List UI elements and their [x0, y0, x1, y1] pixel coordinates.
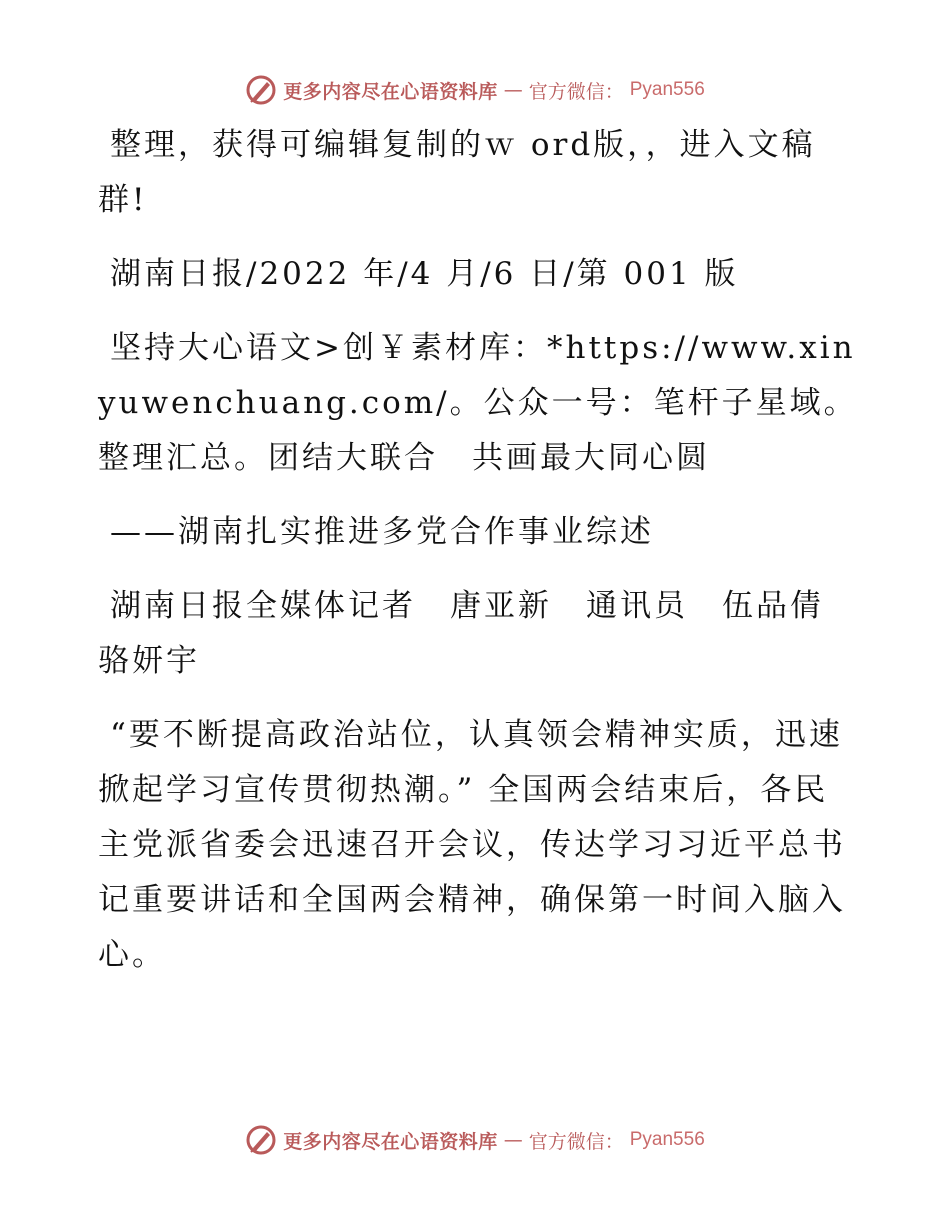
- paragraph-source: 湖南日报/2022 年/4 月/6 日/第 001 版: [110, 256, 739, 292]
- paragraph-material-library: 坚持大心语文>创￥素材库：*https://www.xinyuwenchuang.com/。公众一号：笔杆子星域。整理汇总。团结大联合 共画最大同心圆: [98, 330, 858, 476]
- header-banner-dash: —: [503, 79, 523, 101]
- footer-banner: [0, 1120, 950, 1160]
- writing-quill-logo-icon: [245, 74, 277, 106]
- footer-banner-dash: —: [503, 1129, 523, 1151]
- header-banner-wechat-label: 官方微信：: [528, 80, 624, 103]
- footer-banner-title: 更多内容尽在心语资料库: [283, 1130, 498, 1153]
- document-body: [98, 118, 858, 1002]
- footer-banner-inner: [245, 1124, 705, 1156]
- header-banner-inner: [245, 74, 705, 106]
- footer-banner-wechat-label: 官方微信：: [528, 1130, 624, 1153]
- header-banner: [0, 70, 950, 110]
- header-banner-wechat-id: Pyan556: [629, 79, 705, 100]
- header-banner-title: 更多内容尽在心语资料库: [283, 80, 498, 103]
- paragraph-subtitle: ——湖南扎实推进多党合作事业综述: [110, 514, 654, 550]
- footer-banner-wechat-id: Pyan556: [629, 1129, 705, 1150]
- writing-quill-logo-icon: [245, 1124, 277, 1156]
- paragraph-intro: 整理，获得可编辑复制的ｗ ord版，，进入文稿群!: [98, 127, 816, 218]
- paragraph-body: “要不断提高政治站位，认真领会精神实质，迅速掀起学习宣传贯彻热潮。” 全国两会结束后，各民主党派省委会迅速召开会议，传达学习习近平总书记重要讲话和全国两会精神，确保第一时间入脑入心。: [98, 717, 846, 973]
- paragraph-byline: 湖南日报全媒体记者 唐亚新 通讯员 伍品倩 骆妍宇: [98, 588, 858, 679]
